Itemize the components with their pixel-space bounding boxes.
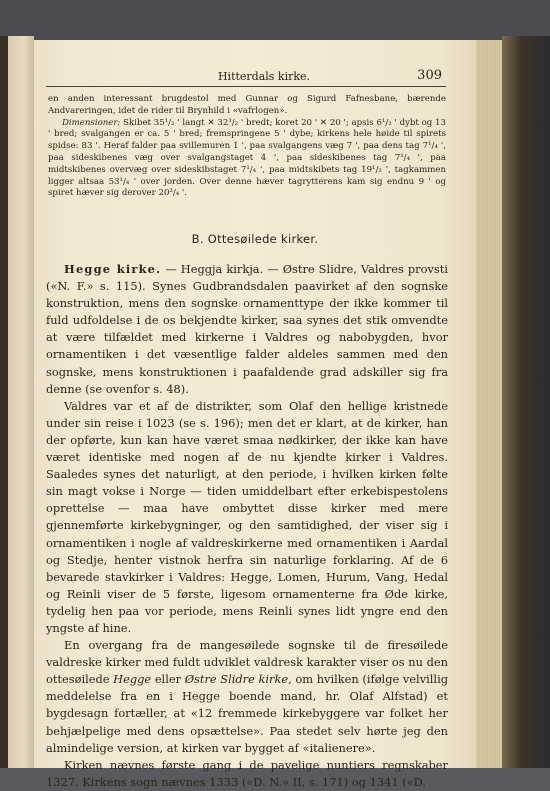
italic-ostre-slidre: Østre Slidre kirke [184,672,289,687]
section-heading: B. Ottesøilede kirker. [191,232,319,246]
dimensions-text: Skibet 35¹/₂ ' langt ✕ 32¹/₂ ' bredt; koret 20 ' ✕ 20 '; apsis 6¹/₂ ' dybt og 13 ' bred; svalgangen er ca. 5 ' bred; fremspringene 5 ' dybe; kirkens hele høide til spirets spidse: 83 '. Heraf falder paa svillemuren 1 ', paa svalgangens væg 7 ', paa dens tag 7¹/₄ ', paa sideskibenes væg over svalgangstaget 4 ', paa sideskibenes tag 7¹/₄ ', paa midtskibenes overvæg over sideskibstaget 7¹/₄ ', paa midtskibets tag 19¹/₂ ', tagkammen ligger altsaa 53¹/₄ ' over jorden. Over denne hæver tagrytterens kam sig endnu 9 ' og spiret hæver sig derover 20³/₄ '. [48,117,446,199]
scanner-background [0,0,550,40]
small-print-block [48,94,446,200]
body-paragraph-2: Valdres var et af de distrikter, som Olaf den hellige kristnede under sin reise i 1023 (se s. 196); men det er klart, at de kirker, han der opførte, kun kan have været smaa nødkirker, der ikke kan have været identiske med nogen af de nu kjendte kirker i Valdres. Saaledes synes det naturligt, at den periode, i hvilken kirken følte sin magt vokse i Norge — tiden umiddelbart efter erkebispestolens oprettelse — maa have ombyttet disse kirker med mere gjennemførte kirkebygninger, og den samtidighed, der viser sig i ornamentiken i nogle af valdreskirkerne med ornamentiken i Aardal og Stedje, henter vistnok herfra sin naturlige forklaring. Af de 6 bevarede stavkirker i Valdres: Hegge, Lomen, Hurum, Vang, Hedal og Reinli viser de 5 første, ligesom ornamenterne fra Øde kirke, tydelig hen paa vor periode, mens Reinli synes lidt yngre end den yngste af hine. [46,398,448,635]
body-paragraph-1 [46,261,448,398]
body-paragraph-3-part-b: eller [151,672,185,687]
body-paragraph-4: Kirken nævnes første gang i de pavelige nuntiers regnskaber 1327. Kirkens sogn nævnes 1333 («D. N.» II, s. 171) og 1341 («D. [46,757,448,789]
body-paragraph-1-text: — Heggja kirkja. — Østre Slidre, Valdres provsti («N. F.» s. 115). Synes Gudbrandsdalen paavirket af den sognske konstruktion, mens den sognske ornamenttype der ikke kommer til fuld udfoldelse i de os bekjendte kirker, saa synes det stik omvendte at være tilfældet med kirkerne i Valdres og nabobygden, hvor ornamentiken i det væsentlige falder aldeles sammen med den sognske, mens konstruktionen i paafaldende grad adskiller sig fra denne (se ovenfor s. 48). [46,262,448,396]
book-page [34,40,476,789]
body-paragraph-3 [46,637,448,757]
entry-heading: Hegge kirke. [64,262,162,276]
running-title: Hitterdals kirke. [217,70,311,83]
dimensions-label: Dimensioner: [62,117,121,128]
page-number: 309 [417,68,442,83]
header-rule [46,86,446,87]
book-binding-edge [502,36,550,768]
dimensions-paragraph [48,118,446,201]
italic-hegge: Hegge [113,672,152,687]
previous-page-edge [8,36,34,768]
body-paragraph-3-part-a: En overgang fra de mangesøilede sognske til de firesøilede valdreske kirker med fuldt udviklet valdresk karakter viser os nu den ottesøilede [46,638,448,687]
small-paragraph-1: en anden interessant brugdestol med Gunnar og Sigurd Fafnesbane, bærende Andvareringen, idet de rider til Brynhild i «vafrlogen». [48,94,446,116]
body-text [46,261,448,791]
body-paragraph-3-part-c: , om hvilken (ifølge velvillig meddelelse fra en i Hegge boende mand, hr. Olaf Alfstad) et bygdesagn fortæller, at «12 fremmede kirkebyggere var folket her behjælpelige med dens opsættelse». Paa stedet selv hørte jeg den almindelige version, at kirken var bygget af «italienere». [46,672,448,755]
